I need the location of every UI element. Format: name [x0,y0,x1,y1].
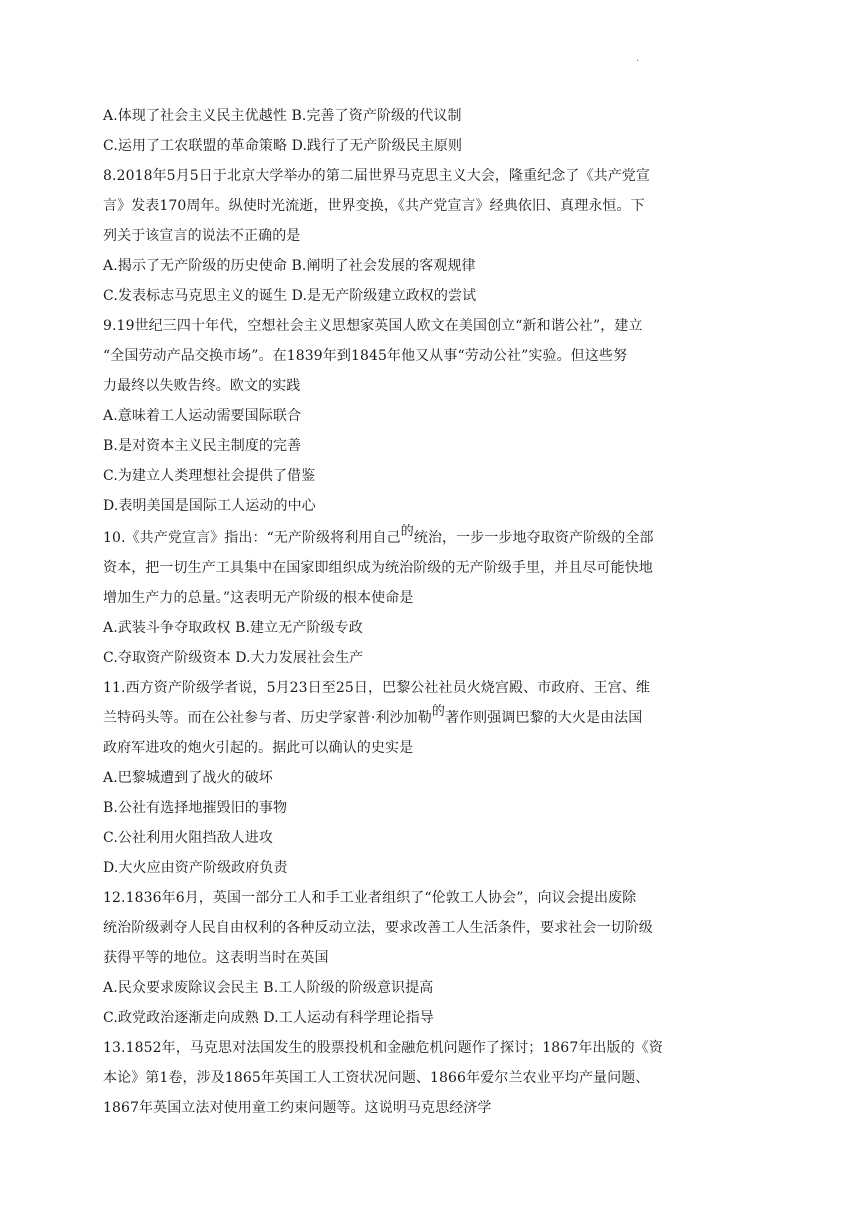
superscript-char: 的 [431,704,445,719]
text-fragment: 著作则强调巴黎的大火是由法国 [444,710,643,726]
option-line: A.体现了社会主义民主优越性 B.完善了资产阶级的代议制 [103,108,462,124]
question-text-line: 8.2018年5月5日于北京大学举办的第二届世界马克思主义大会，隆重纪念了《共产党宣 [103,168,650,184]
question-8 [103,161,743,311]
question-10 [103,523,743,673]
question-text-line: 言》发表170周年。纵使时光流逝，世界变换，《共产党宣言》经典依旧、真理永恒。下 [103,198,645,214]
question-text-line: 9.19世纪三四十年代，空想社会主义思想家英国人欧文在美国创立“新和谐公社”，建立 [103,318,643,334]
text-fragment: 兰特码头等。而在公社参与者、历史学家普·利沙加勒 [103,710,432,726]
option-line: C.运用了工农联盟的革命策略 D.践行了无产阶级民主原则 [103,138,463,154]
question-text-line: 12.1836年6月，英国一部分工人和手工业者组织了“伦敦工人协会”，向议会提出废除 [103,890,637,906]
question-text-line: 1867年英国立法对使用童工约束问题等。这说明马克思经济学 [103,1100,492,1116]
text-fragment: 10.《共产党宣言》指出：“无产阶级将利用自己 [103,530,401,546]
question-text-line: 获得平等的地位。这表明当时在英国 [103,950,329,966]
question-text-line: 力最终以失败告终。欧文的实践 [103,378,301,394]
question-7-options [103,101,743,161]
question-text-line: 11.西方资产阶级学者说，5月23日至25日，巴黎公社社员火烧宫殿、市政府、王宫、维 [103,680,650,696]
option-line: C.为建立人类理想社会提供了借鉴 [103,468,316,484]
option-line: B.是对资本主义民主制度的完善 [103,438,302,454]
option-line: A.巴黎城遭到了战火的破坏 [103,770,273,786]
page-marker: · [636,56,640,67]
option-line: C.公社利用火阻挡敌人进攻 [103,830,273,846]
superscript-char: 的 [400,524,414,539]
option-line: A.武装斗争夺取政权 B.建立无产阶级专政 [103,620,363,636]
question-text-line [103,703,743,733]
question-text-line: 政府军进攻的炮火引起的。据此可以确认的史实是 [103,740,414,756]
option-line: C.夺取资产阶级资本 D.大力发展社会生产 [103,650,364,666]
question-text-line: “全国劳动产品交换市场”。在1839年到1845年他又从事“劳动公社”实验。但这些努 [103,348,628,364]
question-content [103,101,743,1123]
option-line: D.大火应由资产阶级政府负责 [103,860,288,876]
question-text-line: 本论》第1卷，涉及1865年英国工人工资状况问题、1866年爱尔兰农业平均产量问题、 [103,1070,650,1086]
question-12 [103,883,743,1033]
option-line: A.意味着工人运动需要国际联合 [103,408,302,424]
question-13 [103,1033,743,1123]
option-line: A.民众要求废除议会民主 B.工人阶级的阶级意识提高 [103,980,434,996]
text-fragment: 统治，一步一步地夺取资产阶级的全部 [413,530,654,546]
question-text-line: 13.1852年，马克思对法国发生的股票投机和金融危机问题作了探讨；1867年出版的《资 [103,1040,663,1056]
option-line: C.发表标志马克思主义的诞生 D.是无产阶级建立政权的尝试 [103,288,477,304]
question-text-line: 增加生产力的总量。”这表明无产阶级的根本使命是 [103,590,414,606]
question-text-line: 列关于该宣言的说法不正确的是 [103,228,301,244]
question-text-line: 统治阶级剥夺人民自由权利的各种反动立法，要求改善工人生活条件，要求社会一切阶级 [103,920,653,936]
option-line: B.公社有选择地摧毁旧的事物 [103,800,288,816]
option-line: A.揭示了无产阶级的历史使命 B.阐明了社会发展的客观规律 [103,258,476,274]
question-11 [103,673,743,883]
question-text-line [103,523,743,553]
question-text-line: 资本，把一切生产工具集中在国家即组织成为统治阶级的无产阶级手里，并且尽可能快地 [103,560,653,576]
question-9 [103,311,743,521]
option-line: C.政党政治逐渐走向成熟 D.工人运动有科学理论指导 [103,1010,434,1026]
option-line: D.表明美国是国际工人运动的中心 [103,498,316,514]
